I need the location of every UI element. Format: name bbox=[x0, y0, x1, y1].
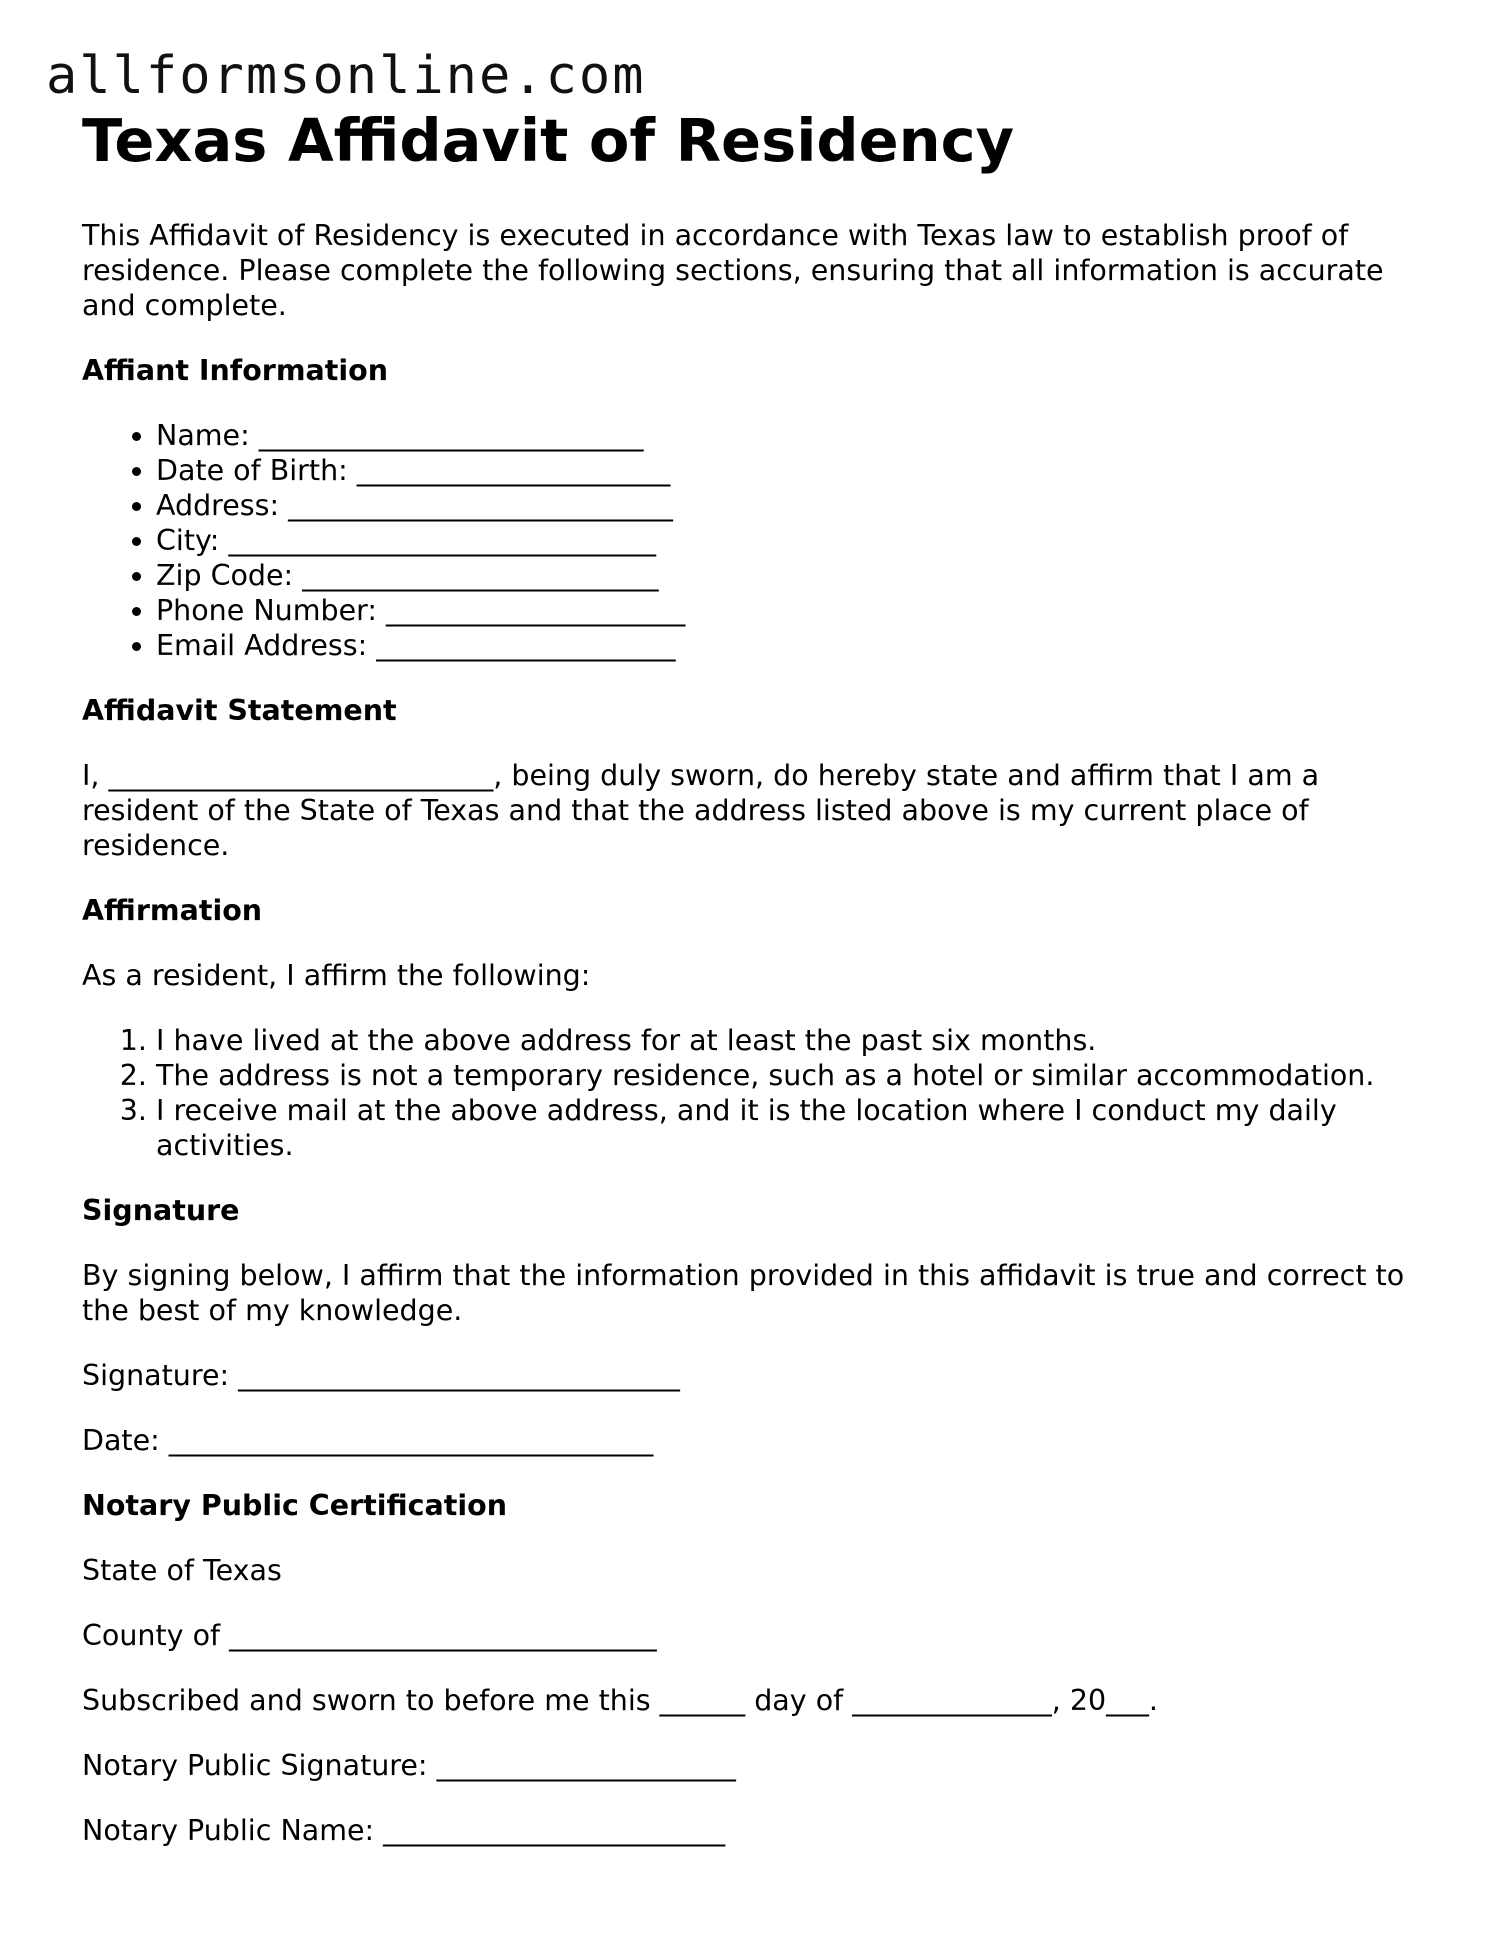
signature-paragraph: By signing below, I affirm that the information provided in this affidavit is true and correct to the best of my knowledge. bbox=[82, 1259, 1405, 1327]
document-title: Texas Affidavit of Residency bbox=[82, 106, 1015, 175]
site-watermark: allformsonline.com bbox=[46, 46, 646, 106]
affirmation-item: 3. I receive mail at the above address, and it is the location where I conduct my daily activities. bbox=[156, 1093, 1442, 1163]
signature-heading: Signature bbox=[82, 1194, 240, 1227]
statement-heading: Affidavit Statement bbox=[82, 694, 397, 727]
affirmation-item: 1. I have lived at the above address for at least the past six months. bbox=[156, 1023, 1442, 1058]
notary-name-field[interactable]: Notary Public Name: ________________________ bbox=[82, 1814, 726, 1847]
notary-heading: Notary Public Certification bbox=[82, 1489, 507, 1522]
phone-number-field[interactable]: • Phone Number: _____________________ bbox=[156, 593, 1442, 628]
date-field[interactable]: Date: __________________________________ bbox=[82, 1424, 654, 1457]
affirmation-item: 2. The address is not a temporary residence, such as a hotel or similar accommodation. bbox=[156, 1058, 1442, 1093]
date-of-birth-field[interactable]: • Date of Birth: ______________________ bbox=[156, 453, 1442, 488]
affirmation-heading: Affirmation bbox=[82, 894, 263, 927]
notary-signature-field[interactable]: Notary Public Signature: _____________________ bbox=[82, 1749, 736, 1782]
intro-paragraph: This Affidavit of Residency is executed in accordance with Texas law to establish proof of residence. Please complete the following sections, ensuring that all information is accurate and complete. bbox=[82, 219, 1384, 322]
document-body bbox=[82, 218, 1442, 1878]
city-field[interactable]: • City: ______________________________ bbox=[156, 523, 1442, 558]
affiant-field-list bbox=[82, 418, 1442, 663]
name-field[interactable]: • Name: ___________________________ bbox=[156, 418, 1442, 453]
signature-field[interactable]: Signature: _______________________________ bbox=[82, 1359, 680, 1392]
sworn-date-field[interactable]: Subscribed and sworn to before me this ______ day of ______________, 20___. bbox=[82, 1684, 1158, 1717]
notary-state: State of Texas bbox=[82, 1554, 282, 1587]
affiant-heading: Affiant Information bbox=[82, 354, 389, 387]
affirmation-list bbox=[82, 1023, 1442, 1163]
statement-paragraph: I, ___________________________, being duly sworn, do hereby state and affirm that I am a resident of the State of Texas and that the address listed above is my current place of residence. bbox=[82, 759, 1320, 862]
email-address-field[interactable]: • Email Address: _____________________ bbox=[156, 628, 1442, 663]
address-field[interactable]: • Address: ___________________________ bbox=[156, 488, 1442, 523]
county-field[interactable]: County of ______________________________ bbox=[82, 1619, 657, 1652]
affirmation-lead: As a resident, I affirm the following: bbox=[82, 959, 591, 992]
zip-code-field[interactable]: • Zip Code: _________________________ bbox=[156, 558, 1442, 593]
